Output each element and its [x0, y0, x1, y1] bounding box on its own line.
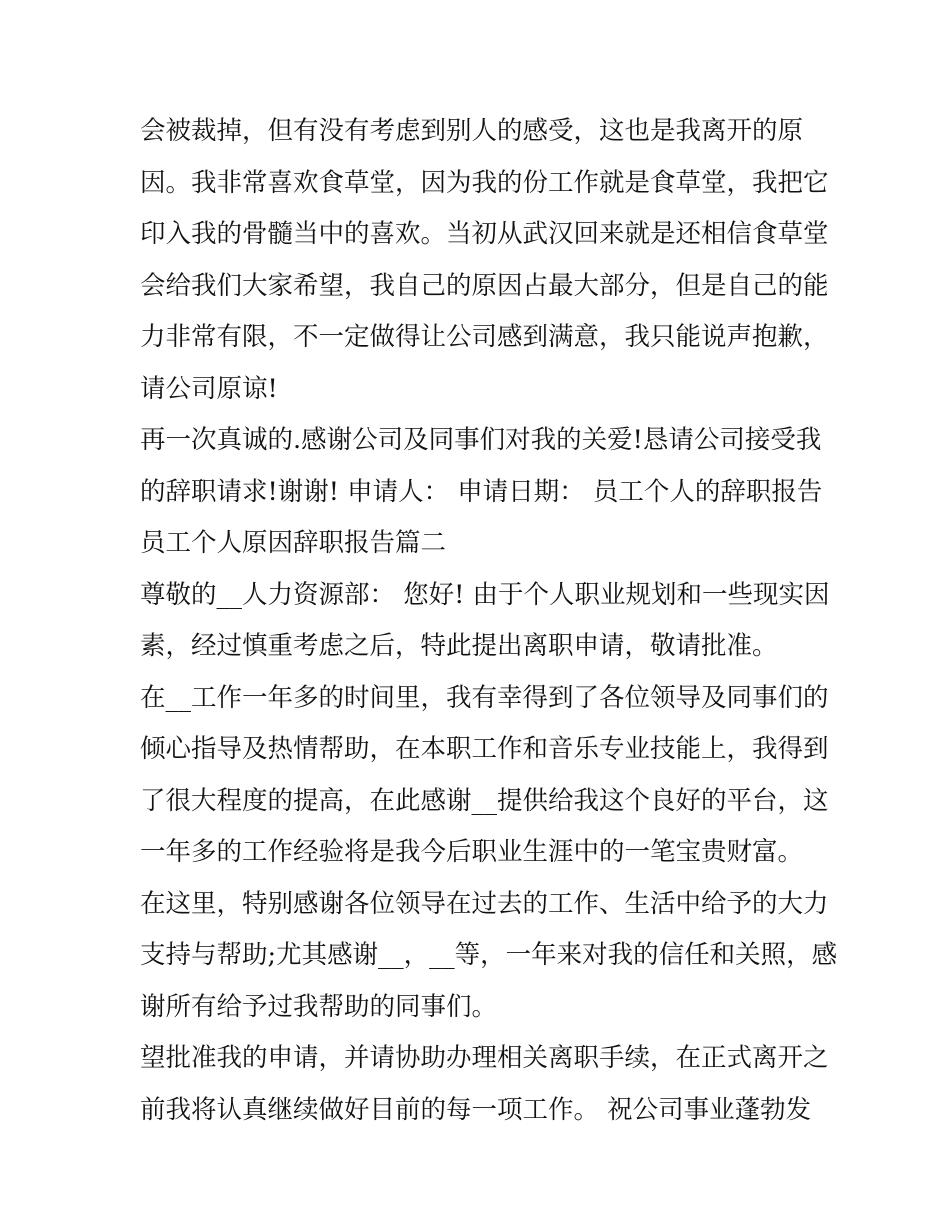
text-line: 前我将认真继续做好目前的每一项工作。 祝公司事业蓬勃发: [140, 1094, 812, 1125]
text-line: 望批准我的申请，并请协助办理相关离职手续，在正式离开之: [140, 1043, 829, 1073]
text-line: 因。我非常喜欢食草堂，因为我的份工作就是食草堂，我把它: [140, 167, 829, 198]
text-line: 在这里，特别感谢各位领导在过去的工作、生活中给予的大力: [140, 888, 829, 919]
text-line: 在__工作一年多的时间里，我有幸得到了各位领导及同事们的: [140, 682, 829, 713]
text-line: 一年多的工作经验将是我今后职业生涯中的一笔宝贵财富。: [140, 837, 804, 867]
text-line: 力非常有限，不一定做得让公司感到满意，我只能说声抱歉，: [140, 322, 829, 352]
text-line: 再一次真诚的.感谢公司及同事们对我的关爱!恳请公司接受我: [140, 425, 822, 455]
section-heading: 员工个人原因辞职报告篇二: [140, 528, 447, 558]
text-line: 了很大程度的提高，在此感谢__提供给我这个良好的平台，这: [140, 785, 829, 816]
text-line: 谢所有给予过我帮助的同事们。: [140, 991, 498, 1022]
text-line: 的辞职请求!谢谢! 申请人： 申请日期： 员工个人的辞职报告: [140, 476, 823, 507]
text-line: 请公司原谅!: [140, 373, 278, 404]
text-line: 支持与帮助;尤其感谢__，__等，一年来对我的信任和关照，感: [140, 940, 838, 970]
text-line: 素，经过慎重考虑之后，特此提出离职申请，敬请批准。: [140, 631, 778, 661]
text-line: 尊敬的__人力资源部： 您好! 由于个人职业规划和一些现实因: [140, 579, 830, 610]
text-line: 会被裁掉，但有没有考虑到别人的感受，这也是我离开的原: [140, 116, 804, 146]
document-body: [140, 106, 838, 1136]
text-line: 倾心指导及热情帮助，在本职工作和音乐专业技能上，我得到: [140, 734, 829, 764]
text-line: 印入我的骨髓当中的喜欢。当初从武汉回来就是还相信食草堂: [140, 219, 829, 249]
text-line: 会给我们大家希望，我自己的原因占最大部分，但是自己的能: [140, 270, 829, 301]
